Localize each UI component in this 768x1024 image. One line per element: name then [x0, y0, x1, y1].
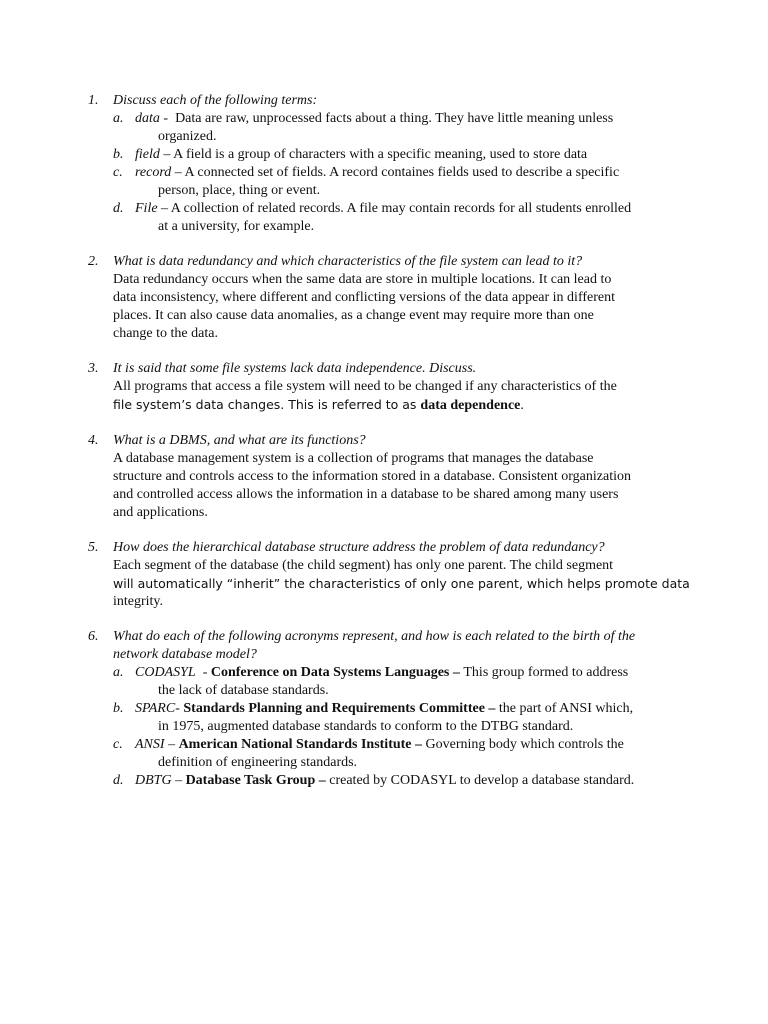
item-expansion: Database Task Group –	[185, 773, 330, 788]
item-text: This group formed to address	[463, 665, 629, 680]
answer-text	[113, 378, 688, 414]
item-letter: b.	[113, 701, 124, 716]
answer-line: and controlled access allows the information in a database to be shared among many users	[113, 487, 619, 502]
question-5	[88, 539, 688, 611]
item-expansion: Standards Planning and Requirements Committee –	[183, 701, 499, 716]
answer-line: will automatically “inherit” the characteristics of only one parent, which helps promote data	[113, 576, 690, 591]
answer-line: places. It can also cause data anomalies, as a change event may require more than one	[113, 308, 594, 323]
item-separator: -	[195, 665, 211, 680]
list-item	[88, 110, 688, 146]
item-separator: –	[171, 165, 185, 180]
item-text: at a university, for example.	[158, 219, 315, 234]
question-text: What is data redundancy and which characteristics of the file system can lead to it?	[113, 254, 583, 269]
item-term: SPARC	[135, 701, 176, 716]
question-number: 6.	[88, 629, 99, 644]
question-text: What do each of the following acronyms represent, and how is each related to the birth of the	[113, 629, 636, 644]
item-term: field	[135, 147, 160, 162]
item-text: Data are raw, unprocessed facts about a thing. They have little meaning unless	[175, 111, 614, 126]
item-text: in 1975, augmented database standards to conform to the DTBG standard.	[158, 719, 574, 734]
question-text-continued	[113, 646, 688, 664]
answer-line: change to the data.	[113, 326, 218, 341]
item-text: Governing body which controls the	[425, 737, 624, 752]
item-separator: -	[159, 111, 176, 126]
question-number: 1.	[88, 93, 99, 108]
item-separator: –	[171, 773, 186, 788]
question-text: Discuss each of the following terms:	[113, 93, 318, 108]
item-expansion: Conference on Data Systems Languages –	[210, 665, 464, 680]
item-text: person, place, thing or event.	[158, 183, 321, 198]
item-text: the part of ANSI which,	[498, 701, 634, 716]
question-4	[88, 432, 688, 522]
list-item	[88, 736, 688, 772]
item-letter: a.	[113, 665, 124, 680]
item-separator: –	[157, 201, 171, 216]
list-item	[88, 146, 688, 164]
item-separator: -	[175, 701, 184, 716]
question-1	[88, 92, 688, 236]
answer-text	[113, 450, 688, 522]
item-term: DBTG	[135, 773, 172, 788]
question-number: 2.	[88, 254, 99, 269]
question-text: network database model?	[113, 647, 257, 662]
list-item	[88, 772, 688, 790]
question-6	[88, 628, 688, 790]
answer-line: file system’s data changes. This is referred to as	[113, 397, 421, 412]
item-text: created by CODASYL to develop a database standard.	[329, 773, 635, 788]
item-text: definition of engineering standards.	[158, 755, 358, 770]
list-item	[88, 664, 688, 700]
list-item	[88, 164, 688, 200]
item-letter: b.	[113, 147, 124, 162]
answer-line: A database management system is a collection of programs that manages the database	[113, 451, 594, 466]
question-text: What is a DBMS, and what are its functions?	[113, 433, 366, 448]
answer-line: and applications.	[113, 505, 208, 520]
item-letter: d.	[113, 201, 124, 216]
item-separator: –	[164, 737, 179, 752]
item-separator: –	[159, 147, 174, 162]
answer-line: Each segment of the database (the child segment) has only one parent. The child segment	[113, 558, 614, 573]
answer-line: All programs that access a file system will need to be changed if any characteristics of the	[113, 379, 617, 394]
answer-line: Data redundancy occurs when the same data are store in multiple locations. It can lead to	[113, 272, 612, 287]
item-text: the lack of database standards.	[158, 683, 329, 698]
answer-text	[113, 557, 688, 611]
question-2	[88, 253, 688, 343]
list-item	[88, 700, 688, 736]
item-letter: c.	[113, 737, 123, 752]
item-term: record	[135, 165, 172, 180]
item-expansion: American National Standards Institute –	[178, 737, 426, 752]
item-term: File	[135, 201, 158, 216]
question-number: 3.	[88, 361, 99, 376]
question-number: 4.	[88, 433, 99, 448]
item-letter: d.	[113, 773, 124, 788]
item-text: organized.	[158, 129, 217, 144]
item-letter: a.	[113, 111, 124, 126]
list-item	[88, 200, 688, 236]
answer-text	[113, 271, 688, 343]
item-term: ANSI	[135, 737, 165, 752]
item-letter: c.	[113, 165, 123, 180]
item-term: data	[135, 111, 160, 126]
punctuation: .	[520, 398, 524, 413]
question-number: 5.	[88, 540, 99, 555]
question-3	[88, 360, 688, 414]
key-term: data dependence	[420, 398, 521, 413]
item-text: A field is a group of characters with a specific meaning, used to store data	[173, 147, 588, 162]
item-term: CODASYL	[135, 665, 196, 680]
question-text: How does the hierarchical database structure address the problem of data redundancy?	[113, 540, 605, 555]
question-text: It is said that some file systems lack data independence. Discuss.	[113, 361, 477, 376]
answer-line: structure and controls access to the information stored in a database. Consistent organization	[113, 469, 631, 484]
item-text: A connected set of fields. A record containes fields used to describe a specific	[184, 165, 620, 180]
answer-line: data inconsistency, where different and conflicting versions of the data appear in different	[113, 290, 615, 305]
item-text: A collection of related records. A file may contain records for all students enrolled	[170, 201, 632, 216]
answer-line: integrity.	[113, 594, 164, 609]
